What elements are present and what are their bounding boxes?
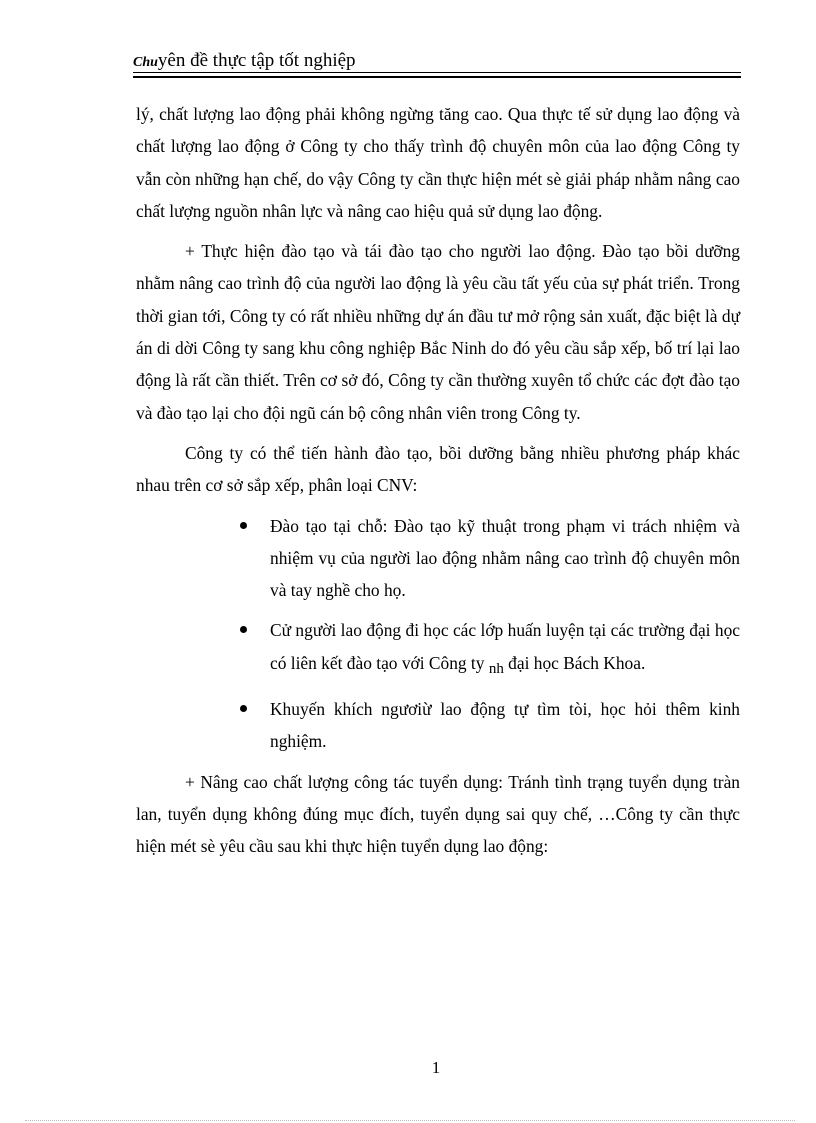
paragraph-recruitment: + Nâng cao chất lượng công tác tuyển dụng: Tránh tình trạng tuyển dụng tràn lan, tuyển dụng không đúng mục đích, tuyển dụng sai quy chế, …Công ty cần thực hiện mét sè yêu cầu sau khi thực hiện tuyển dụng lao động: <box>136 771 740 857</box>
bullet-icon <box>240 705 247 712</box>
list-item-text-after: đại học Bách Khoa. <box>503 652 646 673</box>
list-item-text: Khuyến khích ngươiừ lao động tự tìm tòi, học hỏi thêm kinh nghiệm. <box>270 699 740 752</box>
bullet-icon <box>240 522 247 529</box>
paragraph-intro: lý, chất lượng lao động phải không ngừng tăng cao. Qua thực tế sử dụng lao động và chất lượng lao động ở Công ty cho thấy trình độ chuyên môn của lao động Công ty vẫn còn những hạn chế, do vậy Công ty cần thực hiện mét sè giải pháp nhằm nâng cao chất lượng nguồn nhân lực và nâng cao hiệu quả sử dụng lao động. <box>136 104 740 221</box>
page-number: 1 <box>431 1058 441 1077</box>
header-rule-thin <box>133 72 741 73</box>
list-item-small-text: nh <box>488 660 504 677</box>
list-item <box>270 510 740 607</box>
list-item <box>270 614 740 685</box>
paragraph-methods: Công ty có thể tiến hành đào tạo, bồi dưỡng bằng nhiều phương pháp khác nhau trên cơ sở sắp xếp, phân loại CNV: <box>136 442 740 496</box>
methods-list <box>136 510 740 758</box>
list-item-text: Đào tạo tại chỗ: Đào tạo kỹ thuật trong phạm vi trách nhiệm và nhiệm vụ của người lao động nhằm nâng cao trình độ chuyên môn và tay nghề cho họ. <box>270 515 740 601</box>
header-title-line <box>133 50 356 72</box>
paragraph-training: + Thực hiện đào tạo và tái đào tạo cho người lao động. Đào tạo bồi dưỡng nhằm nâng cao trình độ của người lao động là yêu cầu tất yếu của sự phát triển. Trong thời gian tới, Công ty có rất nhiều những dự án đầu tư mở rộng sản xuất, đặc biệt là dự án di dời Công ty sang khu công nghiệp Bắc Ninh do đó yêu cầu sắp xếp, bố trí lại lao động là rất cần thiết. Trên cơ sở đó, Công ty cần thường xuyên tổ chức các đợt đào tạo và đào tạo lại cho đội ngũ cán bộ công nhân viên trong Công ty. <box>136 241 740 423</box>
header-script-text: Chu <box>133 55 158 70</box>
list-item <box>270 693 740 758</box>
page-bottom-divider <box>25 1120 795 1121</box>
document-body <box>136 98 740 871</box>
header-title: yên đề thực tập tốt nghiệp <box>157 50 356 71</box>
list-item-text-before: Cử người lao động đi học các lớp huấn luyện tại các trường đại học có liên kết đào tạo với Công ty <box>270 620 740 673</box>
bullet-icon <box>240 626 247 633</box>
page-header <box>133 50 741 74</box>
header-rule-thick <box>133 76 741 78</box>
